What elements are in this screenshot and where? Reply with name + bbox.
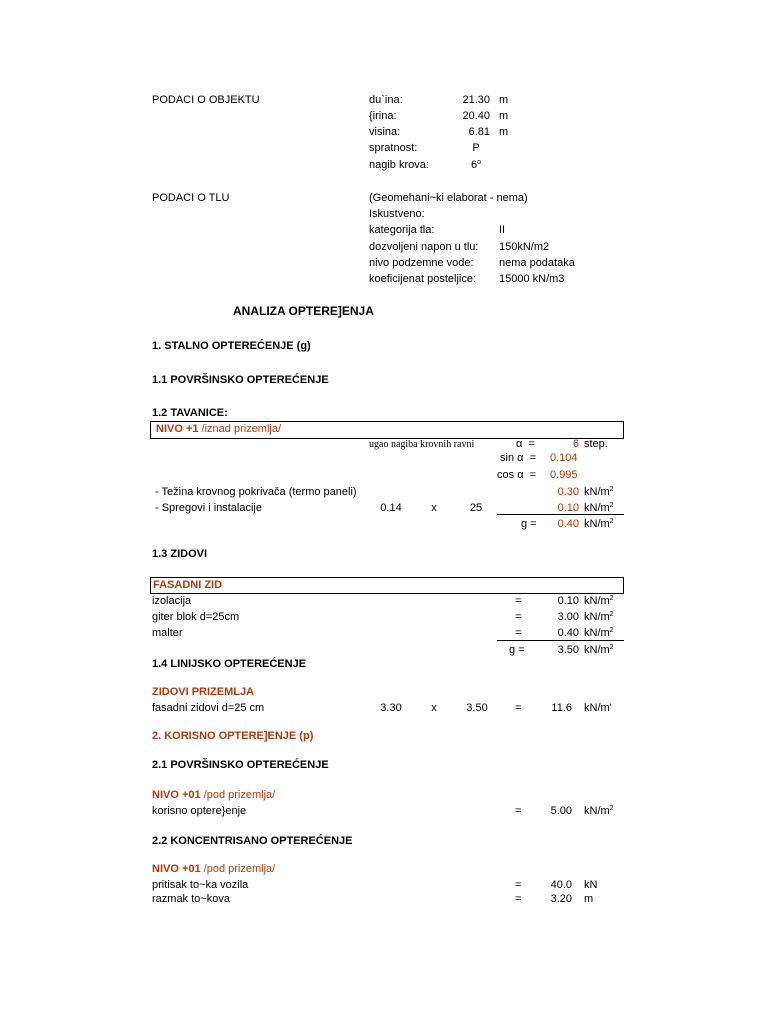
equals-sign: = <box>515 627 522 639</box>
section-title: 2.2 KONCENTRISANO OPTEREĆENJE <box>152 835 353 847</box>
objekat-label: spratnost: <box>369 142 418 154</box>
objekat-value: 20.40 <box>462 110 490 122</box>
layer-label: izolacija <box>152 595 192 607</box>
section-title: 1.1 POVRŠINSKO OPTEREĆENJE <box>152 374 329 386</box>
alpha-value: 6 <box>572 438 579 450</box>
subsection-label: ZIDOVI PRIZEMLJA <box>152 686 255 698</box>
load-value: 40.0 <box>550 879 572 891</box>
g-label: g = <box>509 644 525 656</box>
multiply-sign: x <box>431 502 437 514</box>
tlo-value: 150kN/m2 <box>499 241 550 253</box>
load-value: 5.00 <box>550 805 572 817</box>
load-factor: 25 <box>469 502 483 514</box>
load-unit: kN/m' <box>584 702 612 714</box>
objekat-label: {irina: <box>369 110 397 122</box>
page-title: ANALIZA OPTERE]ENJA <box>233 304 374 318</box>
objekat-label: nagib krova: <box>369 159 429 171</box>
alpha-unit: step. <box>584 438 608 450</box>
g-value: 3.50 <box>557 644 579 656</box>
tlo-value: 15000 kN/m3 <box>499 273 565 285</box>
tlo-note: (Geomehani~ki elaborat - nema) <box>369 192 528 204</box>
nivo-label: NIVO +01 /pod prizemlja/ <box>152 863 276 875</box>
nivo-label: NIVO +1 /iznad prizemlja/ <box>156 423 282 435</box>
load-label: razmak to~kova <box>152 893 230 905</box>
angle-label: ugao nagiba krovnih ravni <box>369 439 475 450</box>
tlo-label: koeficijenat posteljice: <box>369 273 477 285</box>
section-title: 1.2 TAVANICE: <box>152 407 228 419</box>
tlo-value: II <box>499 224 506 236</box>
load-value: 0.30 <box>557 486 579 498</box>
multiply-sign: x <box>431 702 437 714</box>
objekat-unit: m <box>499 94 509 106</box>
load-factor: 3.30 <box>380 702 402 714</box>
equals-sign: = <box>515 611 522 623</box>
g-label: g = <box>521 518 537 530</box>
layer-value: 0.40 <box>557 627 579 639</box>
objekat-label: visina: <box>369 126 401 138</box>
load-value: 3.20 <box>550 893 572 905</box>
load-factor: 3.50 <box>466 702 488 714</box>
tlo-note: Iskustveno: <box>369 208 425 220</box>
section-title: 1. STALNO OPTEREĆENJE (g) <box>152 340 311 352</box>
layer-unit: $kN/m^2$ <box>584 595 614 607</box>
section-title: 1.4 LINIJSKO OPTEREĆENJE <box>152 658 307 670</box>
layer-label: malter <box>152 627 183 639</box>
objekat-value: P <box>472 142 480 154</box>
load-label: pritisak to~ka vozila <box>152 879 249 891</box>
cos-label: cos α = <box>497 469 537 481</box>
objekat-value: 21.30 <box>462 94 490 106</box>
load-unit: $kN/m^2$ <box>584 502 614 514</box>
load-unit: $kN/m^2$ <box>584 805 614 817</box>
load-unit: kN <box>584 879 598 891</box>
fasadni-zid-label: FASADNI ZID <box>153 579 223 591</box>
sum-line <box>497 640 624 641</box>
section-title: 1.3 ZIDOVI <box>152 548 208 560</box>
g-value: 0.40 <box>557 518 579 530</box>
sin-value: 0.104 <box>550 452 578 464</box>
g-unit: $kN/m^2$ <box>584 518 614 530</box>
load-value: 11.6 <box>551 702 572 714</box>
equals-sign: = <box>515 805 522 817</box>
g-unit: $kN/m^2$ <box>584 644 614 656</box>
load-unit: m <box>584 893 594 905</box>
equals-sign: = <box>515 893 522 905</box>
objekat-heading: PODACI O OBJEKTU <box>152 94 260 106</box>
load-unit: $kN/m^2$ <box>584 486 614 498</box>
objekat-label: du`ina: <box>369 94 403 106</box>
objekat-unit: m <box>499 126 509 138</box>
alpha-symbol: α = <box>516 438 535 450</box>
layer-unit: $kN/m^2$ <box>584 627 614 639</box>
load-label: korisno optere}enje <box>152 805 247 817</box>
load-factor: 0.14 <box>380 502 402 514</box>
layer-unit: $kN/m^2$ <box>584 611 614 623</box>
load-value: 0.10 <box>557 502 579 514</box>
objekat-value: 6$^o$ <box>470 159 482 171</box>
section-title: 2. KORISNO OPTERE]ENJE (p) <box>152 730 314 742</box>
objekat-value: 6.81 <box>468 126 490 138</box>
equals-sign: = <box>515 595 522 607</box>
cos-value: 0.995 <box>550 469 578 481</box>
sin-label: sin α = <box>500 452 537 464</box>
objekat-unit: m <box>499 110 509 122</box>
load-label: - Spregovi i instalacije <box>155 502 262 514</box>
tlo-heading: PODACI O TLU <box>152 192 230 204</box>
layer-label: giter blok d=25cm <box>152 611 240 623</box>
load-label: fasadni zidovi d=25 cm <box>152 702 265 714</box>
layer-value: 0.10 <box>557 595 579 607</box>
tlo-label: dozvoljeni napon u tlu: <box>369 241 479 253</box>
equals-sign: = <box>515 879 522 891</box>
layer-value: 3.00 <box>557 611 579 623</box>
sum-line <box>497 514 624 515</box>
load-label: - Težina krovnog pokrivača (termo paneli) <box>155 486 357 498</box>
tlo-label: nivo podzemne vode: <box>369 257 474 269</box>
equals-sign: = <box>515 702 522 714</box>
tlo-label: kategorija tla: <box>369 224 435 236</box>
section-title: 2.1 POVRŠINSKO OPTEREĆENJE <box>152 759 329 771</box>
tlo-value: nema podataka <box>499 257 575 269</box>
nivo-label: NIVO +01 /pod prizemlja/ <box>152 789 276 801</box>
